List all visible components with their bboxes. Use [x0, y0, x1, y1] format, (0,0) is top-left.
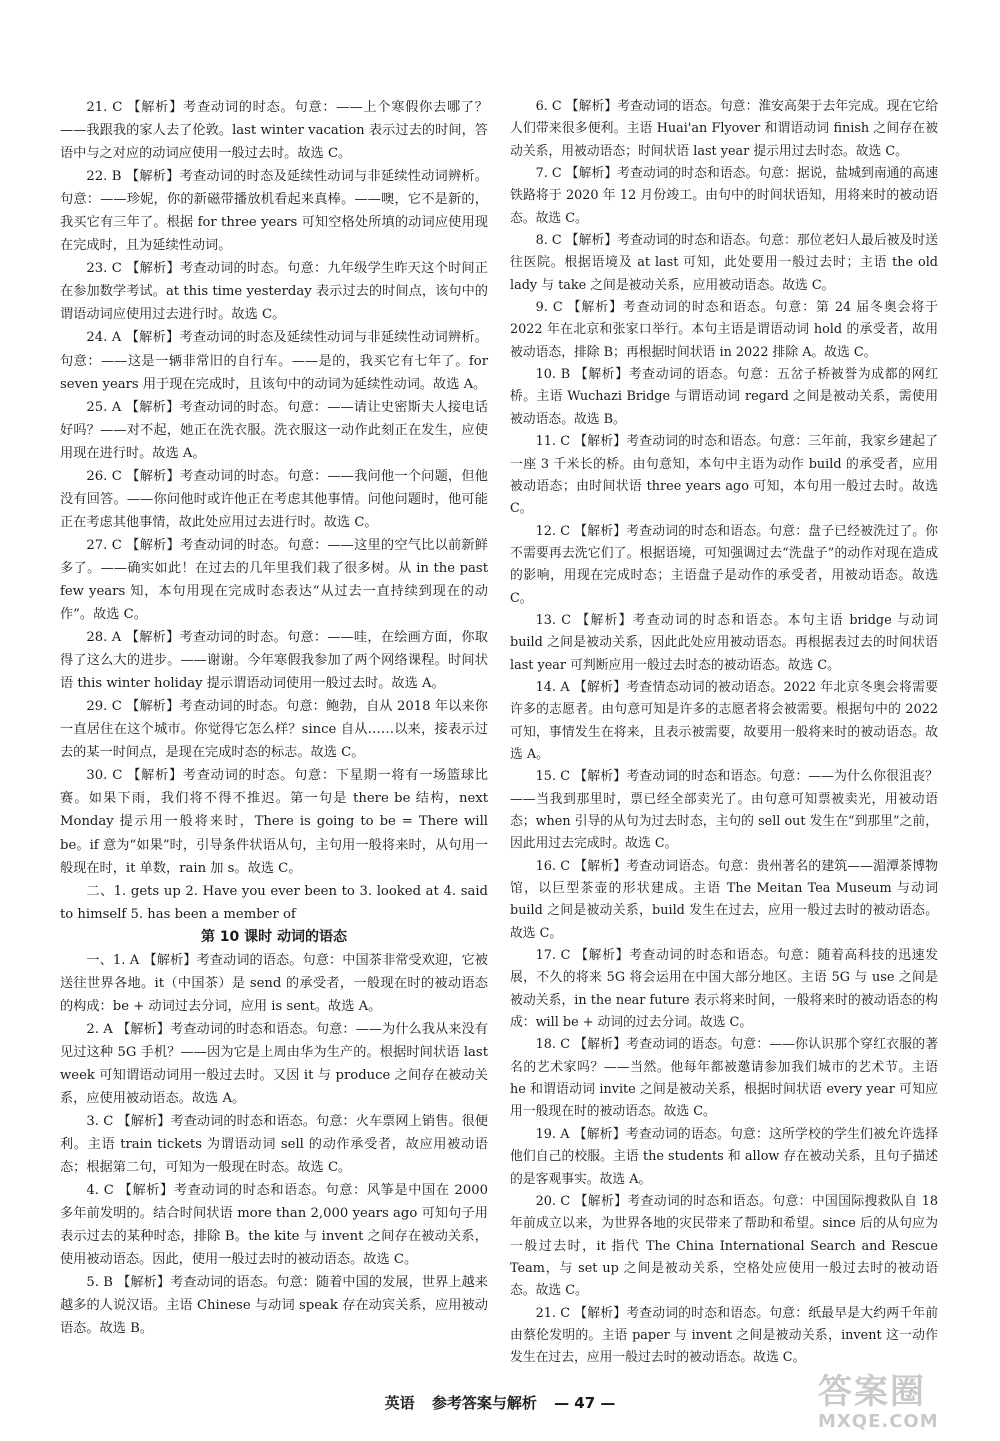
- answer-entry: 7. C 【解析】考查动词的时态和语态。句意：据说，盐城到南通的高速铁路将于 2020 年 12 月份竣工。由句中的时间状语知，用将来时的被动语态。故选 C。: [510, 166, 938, 226]
- section-title: 第 10 课时 动词的语态: [200, 928, 348, 945]
- answer-entry: 24. A 【解析】考查动词的时态及延续性动词与非延续性动词辨析。句意：——这是一辆非常旧的自行车。——是的，我买它有七年了。for seven years 用于现在完成时，且该句中的动词为延续性动词。故选 A。: [60, 330, 488, 392]
- answer-entry: 27. C 【解析】考查动词的时态。句意：——这里的空气比以前新鲜多了。——确实如此！在过去的几年里我们栽了很多树。从 in the past few years 知，本句用现在完成时态表达“从过去一直持续到现在的动作”。故选 C。: [60, 537, 488, 623]
- answer-entry: 4. C 【解析】考查动词的时态和语态。句意：风筝是中国在 2000 多年前发明的。结合时间状语 more than 2,000 years ago 可知句子用表示过去的某种时态，排除 B。the kite 与 invent 之间存在被动关系，使用被动语态。因此，使用一般过去时的被动语态。故选 C。: [60, 1183, 488, 1268]
- footer-subject: 英语: [384, 1394, 415, 1412]
- answer-entry: 2. A 【解析】考查动词的时态和语态。句意：——为什么我从来没有见过这种 5G 手机？——因为它是上周由华为生产的。根据时间状语 last week 可知谓语动词用一般过去时。又因 it 与 produce 之间存在被动关系，应使用被动语态。故选 A。: [60, 1021, 488, 1107]
- answer-entry: 14. A 【解析】考查情态动词的被动语态。2022 年北京冬奥会将需要许多的志愿者。由句意可知是许多的志愿者将会被需要。根据句中的 2022 可知，事情发生在将来，且表示被需要，故要用一般将来时的被动语态。故选 A。: [510, 679, 938, 762]
- left-answer-list: [60, 96, 488, 880]
- answer-entry: 23. C 【解析】考查动词的时态。句意：九年级学生昨天这个时间正在参加数学考试。at this time yesterday 表示过去的时间点，该句中的谓语动词应使用过去进行时。故选 C。: [60, 261, 488, 323]
- right-answer-list: [510, 96, 938, 1370]
- answer-entry: 9. C 【解析】考查动词的时态和语态。句意：第 24 届冬奥会将于 2022 年在北京和张家口举行。本句主语是谓语动词 hold 的承受者，故用被动语态，排除 B；再根据时间状语 in 2022 排除 A。故选 C。: [510, 300, 938, 360]
- answer-entry: 3. C 【解析】考查动词的时态和语态。句意：火车票网上销售。很便利。主语 train tickets 为谓语动词 sell 的动作承受者，故应用被动语态；根据第二句，可知为一般现在时态。故选 C。: [60, 1114, 488, 1176]
- answer-entry: 20. C 【解析】考查动词的时态和语态。句意：中国国际搜救队自 18 年前成立以来，为世界各地的灾民带来了帮助和希望。since 后的从句应为一般过去时，it 指代 The China International Search and Rescue Team，与 set up 之间是被动关系，空格处应使用一般过去时的被动语态。故选 C。: [510, 1193, 938, 1299]
- answer-entry: 28. A 【解析】考查动词的时态。句意：——哇，在绘画方面，你取得了这么大的进步。——谢谢。今年寒假我参加了两个网络课程。时间状语 this winter holiday 提示谓语动词使用一般过去时。故选 A。: [60, 630, 488, 692]
- watermark-logo: [818, 1372, 993, 1434]
- answer-entry: 21. C 【解析】考查动词的时态和语态。句意：纸最早是大约两千年前由蔡伦发明的。主语 paper 与 invent 之间是被动关系，invent 这一动作发生在过去，应用一般过去时的被动语态。故选 C。: [510, 1305, 938, 1366]
- answer-entry: 11. C 【解析】考查动词的时态和语态。句意：三年前，我家乡建起了一座 3 千米长的桥。由句意知，本句中主语为动作 build 的承受者，应用被动语态；由时间状语 three years ago 可知，本句用一般过去时。故选 C。: [510, 434, 938, 517]
- answer-entry: 26. C 【解析】考查动词的时态。句意：——我问他一个问题，但他没有回答。——你问他时或许他正在考虑其他事情。问他问题时，他可能正在考虑其他事情，故此处应用过去进行时。故选 C。: [60, 468, 488, 530]
- answer-entry: 6. C 【解析】考查动词的语态。句意：淮安高架于去年完成。现在它给人们带来很多便利。主语 Huai'an Flyover 和谓语动词 finish 之间存在被动关系，用被动语态；时间状语 last year 提示用过去时态。故选 C。: [510, 99, 938, 159]
- answer-entry: 5. B 【解析】考查动词的语态。句意：随着中国的发展，世界上越来越多的人说汉语。主语 Chinese 与动词 speak 存在动宾关系，应用被动语态。故选 B。: [60, 1275, 488, 1337]
- answer-entry: 22. B 【解析】考查动词的时态及延续性动词与非延续性动词辨析。句意：——珍妮，你的新磁带播放机看起来真棒。——噢，它不是新的，我买它有三年了。根据 for three years 可知空格处所填的动词应使用现在完成时，且为延续性动词。: [60, 169, 488, 254]
- watermark-text: 答案圈: [818, 1372, 926, 1412]
- answer-entry: 17. C 【解析】考查动词的时态和语态。句意：随着高科技的迅速发展，不久的将来 5G 将会运用在中国大部分地区。主语 5G 与 use 之间是被动关系，in the near future 表示将来时间，一般将来时的被动语态的构成：will be + 动词的过去分词。故选 C。: [510, 948, 938, 1031]
- answer-entry: 25. A 【解析】考查动词的时态。句意：——请让史密斯夫人接电话好吗？——对不起，她正在洗衣服。洗衣服这一动作此刻正在发生，应使用现在进行时。故选 A。: [60, 399, 488, 461]
- left-fill-blanks: 二、1. gets up 2. Have you ever been to 3. looked at 4. said to himself 5. has been a member of: [60, 883, 488, 922]
- right-column: [510, 96, 938, 1370]
- answer-entry: 29. C 【解析】考查动词的时态。句意：鲍勃，自从 2018 年以来你一直居住在这个城市。你觉得它怎么样？since 自从……以来，接表示过去的某一时间点，是现在完成时态的标志。故选 C。: [60, 699, 488, 761]
- answer-entry: 15. C 【解析】考查动词的时态和语态。句意：——为什么你很沮丧？——当我到那里时，票已经全部卖光了。由句意可知票被卖光，用被动语态；when 引导的从句为过去时态，主句的 sell out 发生在“到那里”之前，因此用过去完成时。故选 C。: [510, 769, 938, 852]
- answer-entry: 一、1. A 【解析】考查动词的语态。句意：中国茶非常受欢迎，它被送往世界各地。it（中国茶）是 send 的承受者，一般现在时的被动语态的构成：be + 动词过去分词，应用 is sent。故选 A。: [60, 952, 488, 1014]
- answer-entry: 16. C 【解析】考查动词语态。句意：贵州著名的建筑——湄潭茶博物馆，以巨型茶壶的形状建成。主语 The Meitan Tea Museum 与动词 build 之间是被动关系，build 发生在过去，应用一般过去时的被动语态。故选 C。: [510, 858, 938, 941]
- left-column: [60, 96, 488, 1341]
- answer-entry: 12. C 【解析】考查动词的时态和语态。句意：盘子已经被洗过了。你不需要再去洗它们了。根据语境，可知强调过去“洗盘子”的动作对现在造成的影响，用现在完成时态；主语盘子是动作的承受者，用被动语态。故选 C。: [510, 523, 938, 606]
- answer-entry: 18. C 【解析】考查动词的语态。句意：——你认识那个穿红衣服的著名的艺术家吗？——当然。他每年都被邀请参加我们城市的艺术节。主语 he 和谓语动词 invite 之间是被动关系，根据时间状语 every year 可知应用一般现在时的被动语态。故选 C。: [510, 1037, 938, 1120]
- answer-entry: 13. C 【解析】考查动词的时态和语态。本句主语 bridge 与动词 build 之间是被动关系，因此此处应用被动语态。再根据表过去的时间状语 last year 可判断应用一般过去时态的被动语态。故选 C。: [510, 612, 938, 673]
- answer-entry: 30. C 【解析】考查动词的时态。句意：下星期一将有一场篮球比赛。如果下雨，我们将不得不推迟。第一句是 there be 结构，next Monday 提示用一般将来时，There is going to be = There will be。if 意为“如果”时，引导条件状语从句，主句用一般将来时，从句用一般现在时，it 单数，rain 加 s。故选 C。: [60, 768, 488, 876]
- left-voice-answer-list: [60, 949, 488, 1341]
- answer-entry: 19. A 【解析】考查动词的语态。句意：这所学校的学生们被允许选择他们自己的校服。主语 the students 和 allow 存在被动关系，且句子描述的是客观事实。故选 A。: [510, 1126, 938, 1187]
- footer-title: 参考答案与解析: [431, 1394, 537, 1412]
- answer-entry: 21. C 【解析】考查动词的时态。句意：——上个寒假你去哪了？——我跟我的家人去了伦敦。last winter vacation 表示过去的时间，答语中与之对应的动词应使用一般过去时。故选 C。: [60, 100, 488, 162]
- answer-entry: 10. B 【解析】考查动词的语态。句意：五岔子桥被誉为成都的网红桥。主语 Wuchazi Bridge 与谓语动词 regard 之间是被动关系，需使用被动语态。故选 B。: [510, 367, 938, 427]
- answer-entry: 8. C 【解析】考查动词的时态和语态。句意：那位老妇人最后被及时送往医院。根据语境及 at last 可知，此处要用一般过去时；主语 the old lady 与 take 之间是被动关系，应用被动语态。故选 C。: [510, 233, 938, 293]
- watermark-url: MXQE.COM: [818, 1411, 939, 1432]
- page-number: — 47 —: [554, 1394, 616, 1412]
